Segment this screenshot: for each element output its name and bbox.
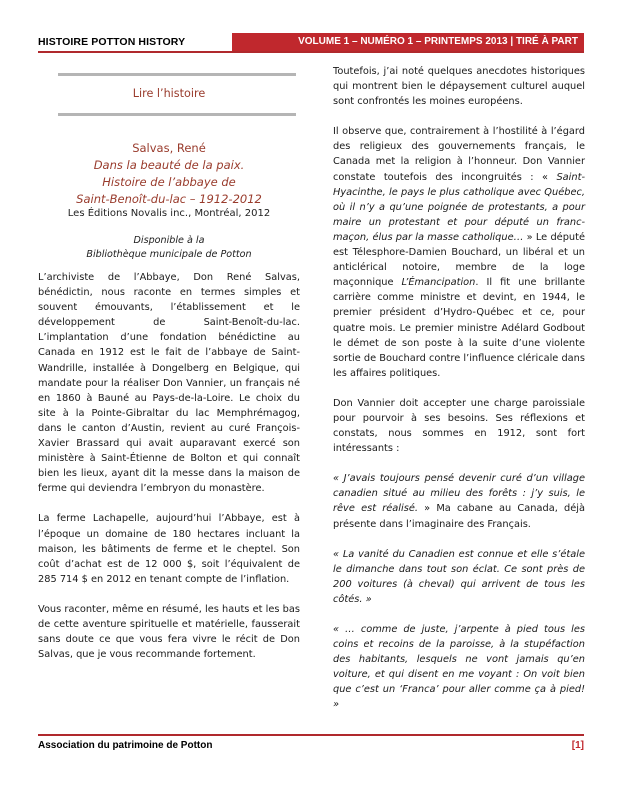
text-run: Il observe que, contrairement à l’hostilité à l’égard des religieux des gouvernements français, le Canada met la religion à l’honneur. Don Vannier constate toutefois des incongruités : « [333, 126, 585, 183]
quote-italic: Saint-Hyacinthe, le pays le plus catholique avec Québec, où il n’y a qu’une poignée de protestants, a pour maire un protestant et pour député un franc-maçon, élus par la masse catholique… [333, 171, 585, 243]
left-column [38, 270, 300, 677]
quote-italic: « La vanité du Canadien est connue et elle s’étale le dimanche dans tout son éclat. Ce sont près de 200 voitures (à cheval) qui arrivent de tous les côtés. » [333, 548, 585, 605]
page-number: [1] [571, 740, 584, 751]
lodge-name: L’Émancipation [401, 277, 476, 289]
book-author: Salvas, René [132, 141, 206, 155]
footer-rule [38, 734, 584, 736]
quote-italic: « J’avais toujours pensé devenir curé d’un village canadien situé au milieu des forêts : j’y suis, le rêve est réalisé. [333, 473, 585, 515]
paragraph: La ferme Lachapelle, aujourd’hui l’Abbaye, est à l’époque un domaine de 180 hectares incluant la maison, les bâtiments de ferme et le cheptel. Son coût d’achat est de 12 000 $, soit l’équivalent de 285 714 $ en 2012 en tenant compte de l’inflation. [38, 513, 300, 585]
text-run: . Il fit une brillante carrière comme ministre et devint, en 1944, le premier président d’Hydro-Québec et ce, pour quatre mois. Le premier ministre Adélard Godbout le démet de son poste à la suite d’une violente sortie de Bouchard contre l’influence cléricale dans les affaires politiques. [333, 277, 585, 379]
heading-bottom-rule [58, 113, 296, 116]
header-issue-banner: VOLUME 1 – NUMÉRO 1 – PRINTEMPS 2013 | TIRÉ À PART [232, 33, 584, 51]
book-title-line: Saint-Benoît-du-lac – 1912-2012 [76, 192, 262, 206]
right-column [333, 64, 585, 728]
paragraph [333, 124, 585, 381]
heading-top-rule [58, 73, 296, 76]
availability-note [38, 234, 300, 262]
paragraph: Vous raconter, même en résumé, les hauts et les bas de cette aventure spirituelle et matérielle, fausserait sans doute ce que vous fera vivre le récit de Don Salvas, que je vous recommande fortement. [38, 603, 300, 661]
book-title-line: Dans la beauté de la paix. [93, 158, 245, 172]
header-title: HISTOIRE POTTON HISTORY [38, 36, 186, 48]
availability-line: Bibliothèque municipale de Potton [86, 249, 252, 260]
availability-line: Disponible à la [133, 235, 205, 246]
quote-italic: « … comme de juste, j’arpente à pied tous les coins et recoins de la paroisse, à la stupéfaction des habitants, lesquels ne vont jamais qu’en voiture, et qui disent en me voyant : On voit bien que c’est un ‘Franca’ pour aller comme ça à pied! » [333, 624, 585, 711]
paragraph: L’archiviste de l’Abbaye, Don René Salvas, bénédictin, nous raconte en termes simples et souvent émouvants, l’établissement et le développement de Saint-Benoît-du-lac. L’implantation d’une fondation bénédictine au Canada en 1912 est le fait de l’abbaye de Saint-Wandrille, installée à Dongelberg en Belgique, qui mandate pour la réaliser Don Vannier, un français né en 1860 à Bauné au Pays-de-la-Loire. Le choix du site à la Pointe-Gibraltar du lac Memphrémagog, dans le canton d’Austin, revient au curé François-Xavier Brassard qui avait auparavant exercé son ministère à Saint-Étienne de Bolton et qui connaît bien les lieux, ayant dit la messe dans la maison de ferme qui deviendra l’embryon du monastère. [38, 272, 300, 495]
book-title-line: Histoire de l’abbaye de [102, 175, 236, 189]
footer-publisher: Association du patrimoine de Potton [38, 740, 213, 751]
paragraph: Toutefois, j’ai noté quelques anecdotes historiques qui montrent bien le dépaysement culturel auquel sont confrontés les moines européens. [333, 66, 585, 108]
quote-paragraph [333, 471, 585, 531]
quote-paragraph [333, 622, 585, 713]
text-run: » Le député est Télesphore-Damien Bouchard, un libéral et un anticlérical notoire, membre de la loge maçonnique [333, 231, 585, 289]
text-run: » Ma cabane au Canada, déjà présente dans l’imaginaire des Français. [333, 503, 585, 530]
header-rule [38, 51, 584, 53]
quote-paragraph [333, 547, 585, 607]
paragraph: Don Vannier doit accepter une charge paroissiale pour pourvoir à ses besoins. Ses réflexions et constats, nous sommes en 1912, sont fort intéressants : [333, 397, 585, 455]
book-publisher: Les Éditions Novalis inc., Montréal, 2012 [67, 208, 271, 219]
book-title [38, 157, 300, 208]
section-heading: Lire l’histoire [132, 87, 206, 100]
